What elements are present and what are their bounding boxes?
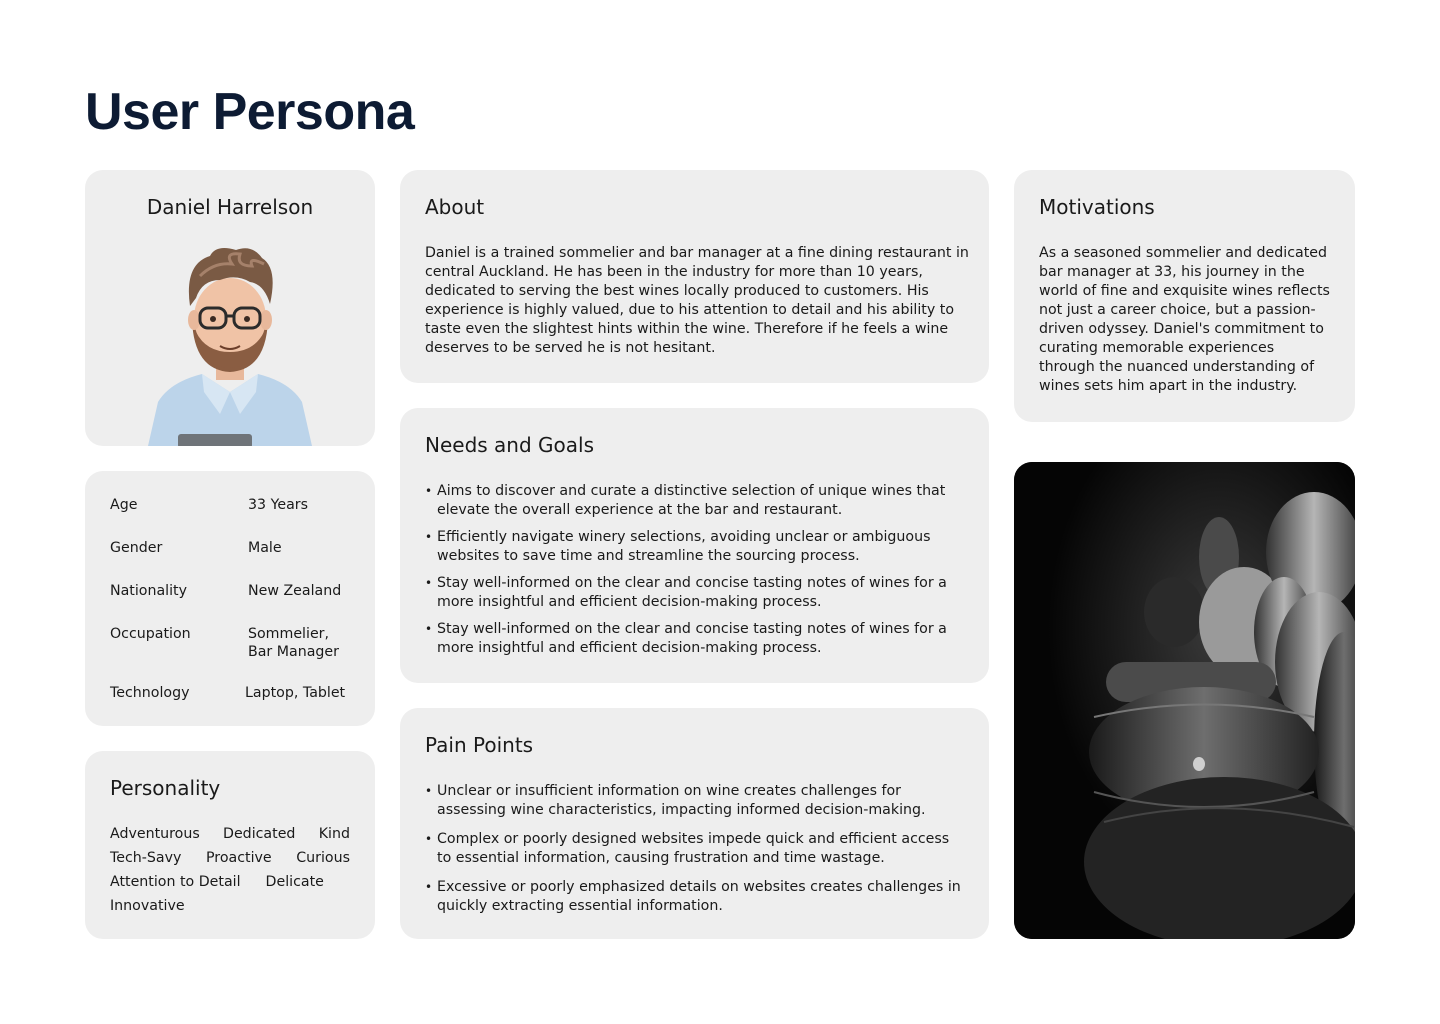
wine-barrels-image (1014, 462, 1355, 939)
wine-cellar-photo (1014, 462, 1355, 939)
detail-label: Age (110, 497, 138, 513)
detail-label: Nationality (110, 583, 188, 599)
profile-card (85, 170, 375, 446)
about-line: taste even the slightest hints within the wine. Therefore if he feels a wine (425, 321, 949, 337)
trait-tag: Innovative (110, 898, 185, 914)
motivations-line: bar manager at 33, his journey in the (1039, 264, 1305, 280)
about-line: dedicated to serving the best wines locally produced to customers. His (425, 283, 929, 299)
list-item: • Stay well-informed on the clear and concise tasting notes of wines for a more insightful and efficient decision-making process. (425, 620, 970, 658)
motivations-card (1014, 170, 1355, 422)
motivations-line: through the nuanced understanding of (1039, 359, 1315, 375)
motivations-title: Motivations (1039, 195, 1155, 219)
personality-card (85, 751, 375, 939)
trait-tag: Kind (318, 826, 350, 842)
needs-title: Needs and Goals (425, 433, 594, 457)
list-item: • Excessive or poorly emphasized details on websites creates challenges in quickly extracting essential information. (425, 878, 970, 916)
occupation-line-1: Sommelier, (248, 626, 330, 642)
about-line: central Auckland. He has been in the industry for more than 10 years, (425, 264, 923, 280)
about-line: Daniel is a trained sommelier and bar manager at a fine dining restaurant in (425, 245, 969, 261)
list-item: • Aims to discover and curate a distinctive selection of unique wines that elevate the overall experience at the bar and restaurant. (425, 482, 970, 520)
motivations-line: wines sets him apart in the industry. (1039, 378, 1298, 394)
needs-goals-card (400, 408, 989, 683)
trait-tag: Proactive (206, 850, 272, 866)
about-text (425, 244, 970, 358)
list-item: • Unclear or insufficient information on wine creates challenges for assessing wine characteristics, impacting informed decision-making. (425, 782, 970, 820)
page-title: User Persona (85, 83, 415, 141)
detail-label: Gender (110, 540, 163, 556)
needs-list (425, 482, 970, 666)
trait-tag: Delicate (265, 874, 324, 890)
motivations-line: not just a career choice, but a passion- (1039, 302, 1316, 318)
trait-tag: Attention to Detail (110, 874, 241, 890)
detail-value (248, 625, 375, 661)
trait-tag: Tech-Savy (110, 850, 182, 866)
detail-value: Laptop, Tablet (245, 685, 346, 701)
motivations-text (1039, 244, 1337, 396)
list-item: • Efficiently navigate winery selections, avoiding unclear or ambiguous websites to save time and streamline the sourcing process. (425, 528, 970, 566)
persona-name: Daniel Harrelson (146, 195, 314, 219)
avatar (140, 242, 320, 446)
detail-label: Occupation (110, 626, 191, 642)
about-line: deserves to be served he is not hesitant. (425, 340, 716, 356)
list-item: • Stay well-informed on the clear and concise tasting notes of wines for a more insightful and efficient decision-making process. (425, 574, 970, 612)
detail-value: New Zealand (248, 583, 342, 599)
list-item: • Complex or poorly designed websites impede quick and efficient access to essential information, causing frustration and time wastage. (425, 830, 970, 868)
trait-tag: Adventurous (110, 826, 200, 842)
trait-row (110, 897, 350, 915)
demographics-card (85, 471, 375, 726)
detail-value: Male (248, 540, 282, 556)
trait-row (110, 825, 350, 843)
pain-points-card (400, 708, 989, 939)
trait-row (110, 873, 350, 891)
pains-list (425, 782, 970, 926)
motivations-line: curating memorable experiences (1039, 340, 1275, 356)
trait-tag: Dedicated (223, 826, 296, 842)
about-card (400, 170, 989, 383)
motivations-line: driven odyssey. Daniel's commitment to (1039, 321, 1324, 337)
detail-label: Technology (110, 685, 190, 701)
about-line: experience is highly valued, due to his attention to detail and his ability to (425, 302, 955, 318)
trait-row (110, 849, 350, 867)
motivations-line: world of fine and exquisite wines reflects (1039, 283, 1330, 299)
personality-title: Personality (110, 776, 221, 800)
occupation-line-2: Bar Manager (248, 644, 339, 660)
motivations-line: As a seasoned sommelier and dedicated (1039, 245, 1328, 261)
detail-value: 33 Years (248, 497, 308, 513)
trait-tag: Curious (296, 850, 350, 866)
pains-title: Pain Points (425, 733, 534, 757)
about-title: About (425, 195, 485, 219)
